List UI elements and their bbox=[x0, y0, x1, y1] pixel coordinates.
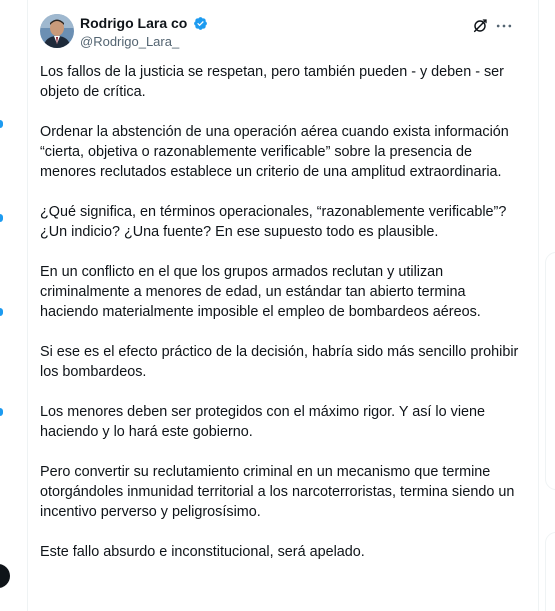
edge-indicator-dot bbox=[0, 308, 3, 316]
sidebar-card bbox=[545, 252, 555, 490]
tweet-paragraph: Este fallo absurdo e inconstitucional, será apelado. bbox=[40, 544, 365, 560]
sidebar-card bbox=[545, 532, 555, 611]
tweet-text bbox=[40, 62, 520, 582]
author-name-row[interactable] bbox=[80, 15, 208, 31]
verified-badge-icon bbox=[193, 16, 208, 31]
tweet-paragraph: Si ese es el efecto práctico de la decisión, habría sido más sencillo prohibir los bombardeos. bbox=[40, 344, 519, 380]
edge-indicator-dot bbox=[0, 120, 3, 128]
author-handle[interactable]: @Rodrigo_Lara_ bbox=[80, 34, 180, 49]
tweet-paragraph: En un conflicto en el que los grupos armados reclutan y utilizan criminalmente a menores de edad, un estándar tan abierto termina haciendo materialmente imposible el empleo de bombardeos aéreos. bbox=[40, 264, 481, 320]
author-display-name[interactable]: Rodrigo Lara co bbox=[80, 15, 188, 31]
edge-floating-button[interactable] bbox=[0, 564, 10, 588]
avatar[interactable] bbox=[40, 14, 74, 48]
grok-icon[interactable] bbox=[472, 18, 488, 34]
tweet-paragraph: Los fallos de la justicia se respetan, pero también pueden - y deben - ser objeto de crítica. bbox=[40, 64, 504, 100]
tweet-paragraph: ¿Qué significa, en términos operacionales, “razonablemente verificable”? ¿Un indicio? ¿Una fuente? En ese supuesto todo es plausible. bbox=[40, 204, 507, 240]
tweet-paragraph: Los menores deben ser protegidos con el máximo rigor. Y así lo viene haciendo y lo hará este gobierno. bbox=[40, 404, 486, 440]
tweet-paragraph: Pero convertir su reclutamiento criminal en un mecanismo que termine otorgándoles inmunidad territorial a los narcoterroristas, termina siendo un incentivo perverso y peligrosísimo. bbox=[40, 464, 515, 520]
more-options-icon[interactable] bbox=[494, 16, 514, 36]
tweet-paragraph: Ordenar la abstención de una operación aérea cuando exista información “cierta, objetiva o razonablemente verificable” sobre la presencia de menores reclutados establece un criterio de una amplitud extraordinaria. bbox=[40, 124, 509, 180]
avatar-image bbox=[40, 14, 74, 48]
edge-indicator-dot bbox=[0, 408, 3, 416]
edge-indicator-dot bbox=[0, 214, 3, 222]
